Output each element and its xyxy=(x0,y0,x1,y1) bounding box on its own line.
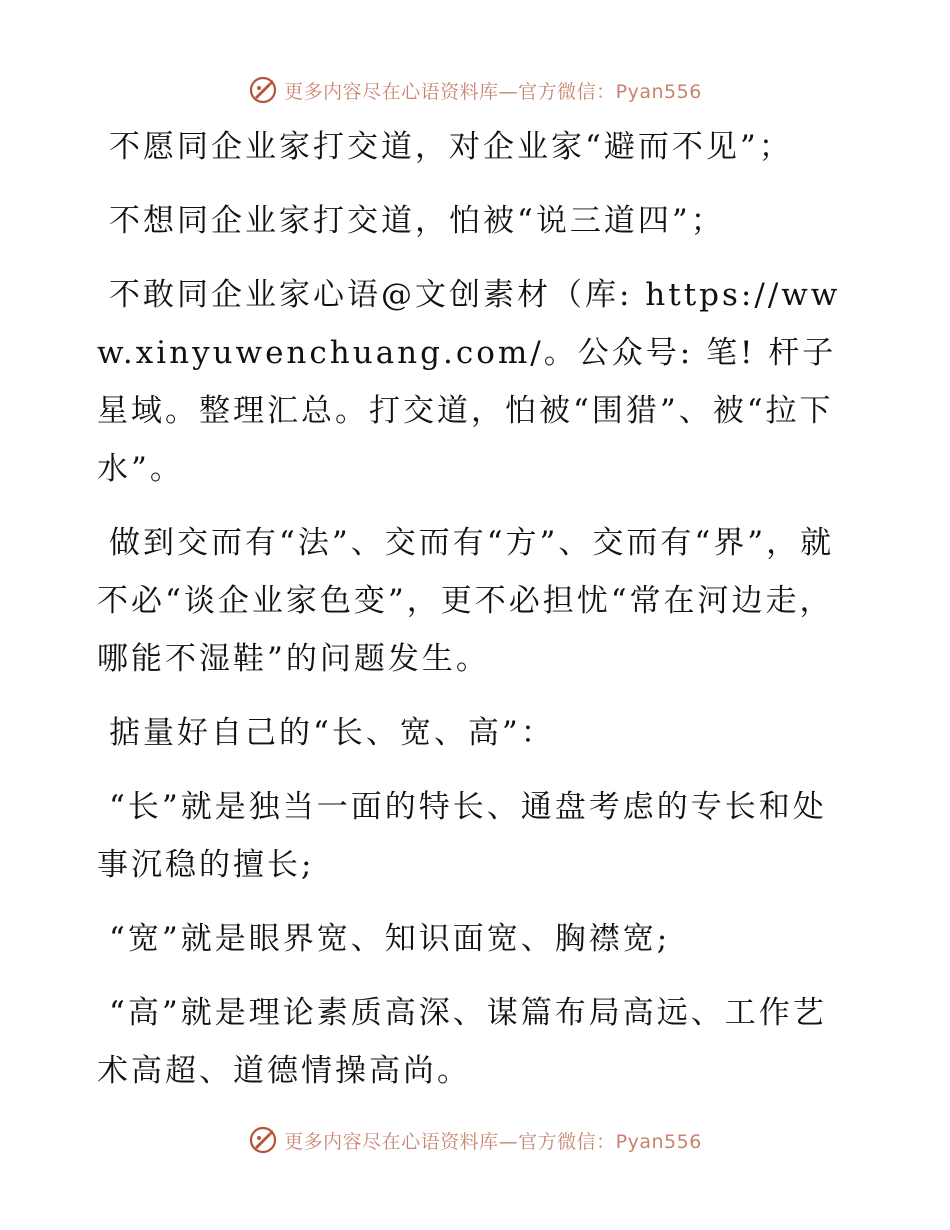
watermark-text: 更多内容尽在心语资料库—官方微信：Pyan556 xyxy=(284,1130,702,1153)
watermark-banner-bottom xyxy=(0,1120,950,1160)
paragraph: 掂量好自己的“长、宽、高”： xyxy=(109,715,555,751)
paragraph: “长”就是独当一面的特长、通盘考虑的专长和处事沉稳的擅长; xyxy=(97,789,827,883)
watermark-banner-top xyxy=(0,70,950,110)
watermark-text: 更多内容尽在心语资料库—官方微信：Pyan556 xyxy=(284,80,702,103)
paragraph: 不愿同企业家打交道，对企业家“避而不见”； xyxy=(109,129,793,165)
document-body xyxy=(97,118,857,1116)
paragraph: 不想同企业家打交道，怕被“说三道四”； xyxy=(109,203,725,239)
paragraph: 不敢同企业家心语@文创素材（库: https://www.xinyuwenchuang.com/。公众号: 笔! 杆子星域。整理汇总。打交道，怕被“围猎”、被“拉下水”。 xyxy=(97,277,841,487)
paragraph: 做到交而有“法”、交而有“方”、交而有“界”，就不必“谈企业家色变”，更不必担忧“常在河边走，哪能不湿鞋”的问题发生。 xyxy=(97,525,835,677)
quill-seal-icon xyxy=(248,1125,278,1155)
paragraph: “高”就是理论素质高深、谋篇布局高远、工作艺术高超、道德情操高尚。 xyxy=(97,995,827,1089)
quill-seal-icon xyxy=(248,75,278,105)
paragraph: “宽”就是眼界宽、知识面宽、胸襟宽; xyxy=(109,921,671,957)
